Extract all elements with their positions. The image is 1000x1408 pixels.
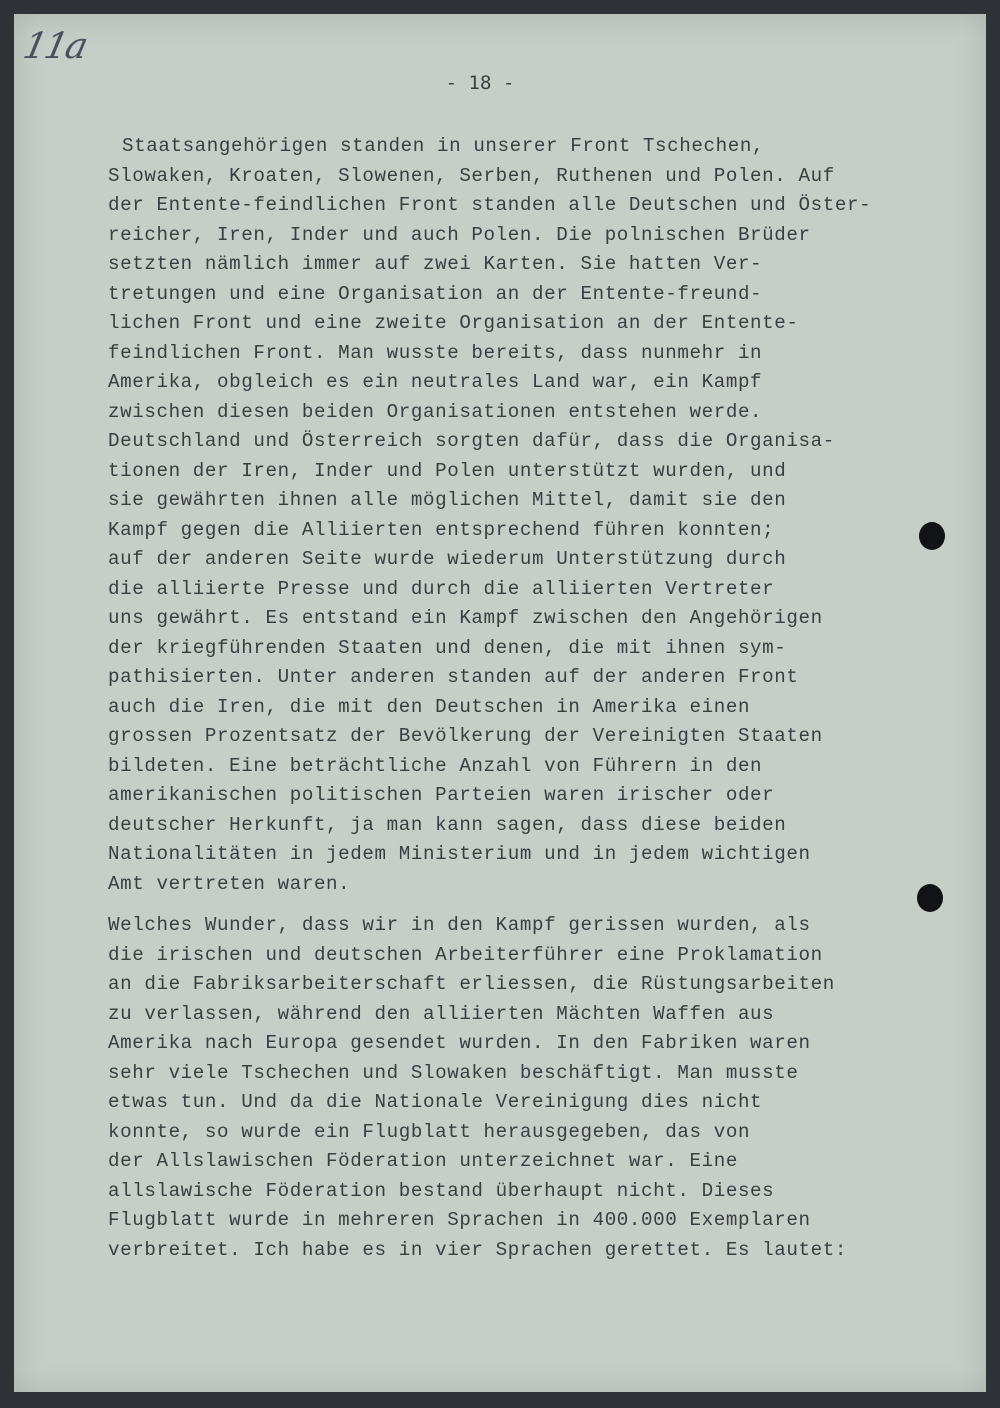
text-line: die irischen und deutschen Arbeiterführer eine Proklamation — [108, 943, 823, 966]
text-line: Welches Wunder, dass wir in den Kampf gerissen wurden, als — [108, 914, 811, 936]
text-line: sehr viele Tschechen und Slowaken beschäftigt. Man musste — [108, 1061, 799, 1084]
text-line: sie gewährten ihnen alle möglichen Mittel, damit sie den — [108, 489, 787, 511]
text-line: konnte, so wurde ein Flugblatt herausgegeben, das von — [108, 1120, 751, 1143]
text-line: zu verlassen, während den alliierten Mächten Waffen aus — [108, 1002, 775, 1025]
page-number: - 18 - — [445, 72, 515, 94]
text-line: Flugblatt wurde in mehreren Sprachen in 400.000 Exemplaren — [108, 1209, 811, 1231]
paragraph-gap — [108, 899, 888, 911]
text-line: Slowaken, Kroaten, Slowenen, Serben, Ruthenen und Polen. Auf — [108, 164, 835, 187]
text-line: Amt vertreten waren. — [108, 872, 351, 895]
text-line: auch die Iren, die mit den Deutschen in Amerika einen — [108, 695, 751, 718]
punch-hole — [919, 522, 945, 550]
text-line: amerikanischen politischen Parteien waren irischer oder — [108, 784, 775, 806]
text-line: uns gewährt. Es entstand ein Kampf zwischen den Angehörigen — [108, 607, 823, 629]
text-line: der Allslawischen Föderation unterzeichnet war. Eine — [108, 1150, 738, 1172]
text-line: verbreitet. Ich habe es in vier Sprachen gerettet. Es lautet: — [108, 1238, 847, 1261]
text-line: tretungen und eine Organisation an der Entente-freund- — [108, 282, 763, 305]
text-line: zwischen diesen beiden Organisationen entstehen werde. — [108, 400, 763, 423]
handwritten-annotation: 11a — [19, 26, 90, 67]
body-text — [108, 132, 888, 1265]
text-line: lichen Front und eine zweite Organisation an der Entente- — [108, 312, 799, 334]
text-line: deutscher Herkunft, ja man kann sagen, dass diese beiden — [108, 813, 787, 836]
text-line: pathisierten. Unter anderen standen auf der anderen Front — [108, 666, 799, 688]
text-line: feindlichen Front. Man wusste bereits, dass nunmehr in — [108, 341, 763, 364]
text-line: bildeten. Eine beträchtliche Anzahl von Führern in den — [108, 754, 763, 777]
text-line: Kampf gegen die Alliierten entsprechend führen konnten; — [108, 518, 775, 541]
text-line: tionen der Iren, Inder und Polen unterstützt wurden, und — [108, 459, 787, 482]
text-line: Amerika nach Europa gesendet wurden. In den Fabriken waren — [108, 1032, 811, 1054]
text-line: an die Fabriksarbeiterschaft erliessen, die Rüstungsarbeiten — [108, 973, 835, 995]
text-line: der Entente-feindlichen Front standen alle Deutschen und Öster- — [108, 194, 872, 216]
text-line: allslawische Föderation bestand überhaupt nicht. Dieses — [108, 1179, 775, 1202]
text-line: die alliierte Presse und durch die alliierten Vertreter — [108, 577, 775, 600]
text-line: Staatsangehörigen standen in unserer Front Tschechen, — [122, 135, 765, 157]
paragraph-2 — [108, 911, 888, 1265]
text-line: etwas tun. Und da die Nationale Vereinigung dies nicht — [108, 1091, 763, 1113]
punch-hole — [917, 884, 943, 912]
text-line: Amerika, obgleich es ein neutrales Land war, ein Kampf — [108, 371, 763, 393]
text-line: Nationalitäten in jedem Ministerium und in jedem wichtigen — [108, 843, 811, 865]
text-line: Deutschland und Österreich sorgten dafür, dass die Organisa- — [108, 430, 835, 452]
text-line: der kriegführenden Staaten und denen, die mit ihnen sym- — [108, 636, 787, 659]
text-line: setzten nämlich immer auf zwei Karten. Sie hatten Ver- — [108, 253, 763, 275]
paragraph-1 — [108, 132, 888, 899]
text-line: reicher, Iren, Inder und auch Polen. Die polnischen Brüder — [108, 223, 811, 246]
text-line: auf der anderen Seite wurde wiederum Unterstützung durch — [108, 548, 787, 570]
text-line: grossen Prozentsatz der Bevölkerung der Vereinigten Staaten — [108, 725, 823, 747]
